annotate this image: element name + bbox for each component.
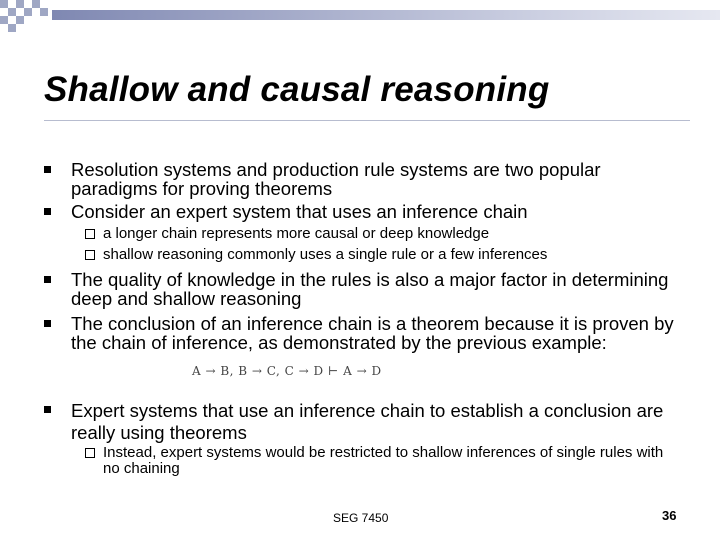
square-bullet-icon <box>44 320 51 327</box>
hollow-square-bullet-icon <box>85 250 95 260</box>
square-bullet-icon <box>44 406 51 413</box>
top-decorative-bar <box>52 10 720 20</box>
hollow-square-bullet-icon <box>85 448 95 458</box>
bullet-text: Expert systems that use an inference chain to establish a conclusion are really using theorems <box>71 400 664 443</box>
inference-formula: A → B, B → C, C → D ⊢ A → D <box>192 364 382 378</box>
bullet-text: Resolution systems and production rule systems are two popular paradigms for proving theorems <box>71 159 601 199</box>
sub-bullet-text: shallow reasoning commonly uses a single rule or a few inferences <box>103 246 548 263</box>
sub-bullet-text: Instead, expert systems would be restricted to shallow inferences of single rules with no chaining <box>103 444 664 477</box>
square-bullet-icon <box>44 276 51 283</box>
hollow-square-bullet-icon <box>85 229 95 239</box>
bullet-text: The conclusion of an inference chain is a theorem because it is proven by the chain of inference, as demonstrated by the previous example: <box>71 313 674 353</box>
slide-footer: SEG 7450 <box>333 511 389 525</box>
title-divider <box>44 120 690 121</box>
corner-decoration <box>0 0 60 40</box>
bullet-text: The quality of knowledge in the rules is also a major factor in determining deep and shallow reasoning <box>71 269 669 309</box>
bullet-text: Consider an expert system that uses an inference chain <box>71 201 528 222</box>
square-bullet-icon <box>44 166 51 173</box>
slide-title: Shallow and causal reasoning <box>44 70 550 109</box>
square-bullet-icon <box>44 208 51 215</box>
sub-bullet-text: a longer chain represents more causal or deep knowledge <box>103 225 490 242</box>
page-number: 36 <box>662 508 677 523</box>
